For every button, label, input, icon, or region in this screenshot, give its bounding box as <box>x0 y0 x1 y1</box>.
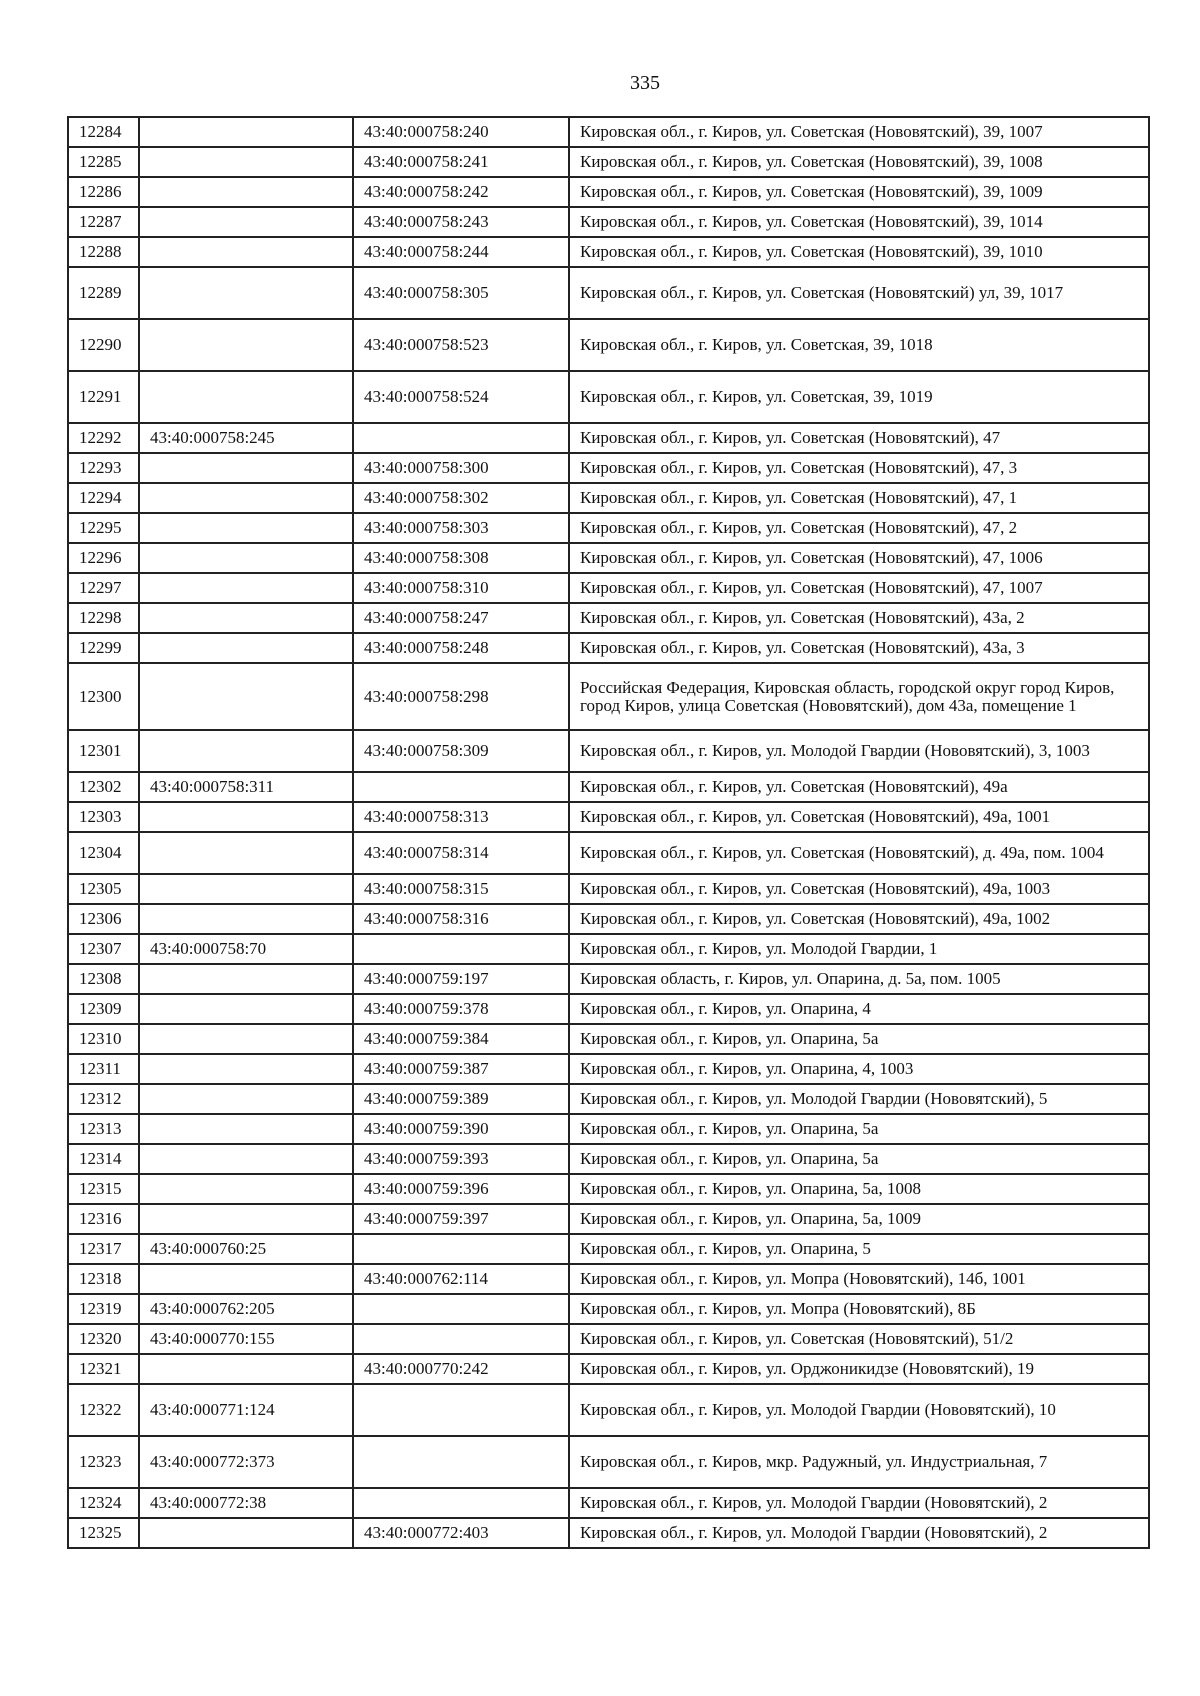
address-cell: Кировская обл., г. Киров, ул. Советская (Нововятский), 49а, 1002 <box>569 904 1149 934</box>
row-number-cell: 12296 <box>68 543 139 573</box>
object-cadastral-number-cell: 43:40:000772:403 <box>353 1518 569 1548</box>
land-cadastral-number-cell <box>139 994 353 1024</box>
object-cadastral-number-cell: 43:40:000758:315 <box>353 874 569 904</box>
land-cadastral-number-cell <box>139 319 353 371</box>
table-row <box>68 1114 1149 1144</box>
table-row <box>68 267 1149 319</box>
object-cadastral-number-cell <box>353 934 569 964</box>
row-number-cell: 12306 <box>68 904 139 934</box>
object-cadastral-number-cell <box>353 1324 569 1354</box>
row-number-cell: 12316 <box>68 1204 139 1234</box>
table-row <box>68 237 1149 267</box>
land-cadastral-number-cell <box>139 513 353 543</box>
table-row <box>68 177 1149 207</box>
address-cell: Кировская обл., г. Киров, ул. Советская (Нововятский), 43а, 3 <box>569 633 1149 663</box>
land-cadastral-number-cell <box>139 573 353 603</box>
table-row <box>68 934 1149 964</box>
land-cadastral-number-cell: 43:40:000758:70 <box>139 934 353 964</box>
row-number-cell: 12290 <box>68 319 139 371</box>
object-cadastral-number-cell <box>353 772 569 802</box>
table-row <box>68 1488 1149 1518</box>
object-cadastral-number-cell: 43:40:000758:309 <box>353 730 569 772</box>
address-cell: Кировская обл., г. Киров, ул. Советская, 39, 1018 <box>569 319 1149 371</box>
row-number-cell: 12285 <box>68 147 139 177</box>
row-number-cell: 12318 <box>68 1264 139 1294</box>
object-cadastral-number-cell: 43:40:000758:300 <box>353 453 569 483</box>
object-cadastral-number-cell: 43:40:000758:302 <box>353 483 569 513</box>
object-cadastral-number-cell <box>353 1294 569 1324</box>
land-cadastral-number-cell <box>139 832 353 874</box>
address-cell: Кировская обл., г. Киров, ул. Молодой Гвардии (Нововятский), 2 <box>569 1518 1149 1548</box>
table-row <box>68 1084 1149 1114</box>
land-cadastral-number-cell: 43:40:000760:25 <box>139 1234 353 1264</box>
table-row <box>68 832 1149 874</box>
object-cadastral-number-cell <box>353 1384 569 1436</box>
table-row <box>68 1354 1149 1384</box>
address-cell: Кировская обл., г. Киров, ул. Советская, 39, 1019 <box>569 371 1149 423</box>
row-number-cell: 12288 <box>68 237 139 267</box>
object-cadastral-number-cell: 43:40:000758:316 <box>353 904 569 934</box>
object-cadastral-number-cell: 43:40:000758:298 <box>353 663 569 730</box>
object-cadastral-number-cell: 43:40:000759:389 <box>353 1084 569 1114</box>
address-cell: Кировская обл., г. Киров, ул. Молодой Гвардии (Нововятский), 10 <box>569 1384 1149 1436</box>
row-number-cell: 12303 <box>68 802 139 832</box>
address-cell: Кировская обл., г. Киров, ул. Молодой Гвардии (Нововятский), 2 <box>569 1488 1149 1518</box>
land-cadastral-number-cell <box>139 483 353 513</box>
row-number-cell: 12317 <box>68 1234 139 1264</box>
address-cell: Кировская обл., г. Киров, ул. Советская (Нововятский), д. 49а, пом. 1004 <box>569 832 1149 874</box>
row-number-cell: 12295 <box>68 513 139 543</box>
table-row <box>68 633 1149 663</box>
land-cadastral-number-cell <box>139 267 353 319</box>
object-cadastral-number-cell: 43:40:000759:387 <box>353 1054 569 1084</box>
table-row <box>68 663 1149 730</box>
land-cadastral-number-cell <box>139 802 353 832</box>
object-cadastral-number-cell: 43:40:000758:248 <box>353 633 569 663</box>
table-row <box>68 1174 1149 1204</box>
row-number-cell: 12319 <box>68 1294 139 1324</box>
table-row <box>68 423 1149 453</box>
address-cell: Кировская область, г. Киров, ул. Опарина, д. 5а, пом. 1005 <box>569 964 1149 994</box>
table-row <box>68 371 1149 423</box>
registry-table <box>67 116 1150 1549</box>
object-cadastral-number-cell <box>353 1488 569 1518</box>
object-cadastral-number-cell: 43:40:000758:308 <box>353 543 569 573</box>
row-number-cell: 12314 <box>68 1144 139 1174</box>
table-row <box>68 147 1149 177</box>
object-cadastral-number-cell <box>353 1436 569 1488</box>
table-row <box>68 453 1149 483</box>
object-cadastral-number-cell: 43:40:000762:114 <box>353 1264 569 1294</box>
object-cadastral-number-cell: 43:40:000758:314 <box>353 832 569 874</box>
land-cadastral-number-cell <box>139 177 353 207</box>
address-cell: Кировская обл., г. Киров, ул. Советская (Нововятский), 47, 1006 <box>569 543 1149 573</box>
object-cadastral-number-cell: 43:40:000758:523 <box>353 319 569 371</box>
object-cadastral-number-cell <box>353 423 569 453</box>
table-row <box>68 1024 1149 1054</box>
row-number-cell: 12324 <box>68 1488 139 1518</box>
land-cadastral-number-cell <box>139 730 353 772</box>
row-number-cell: 12304 <box>68 832 139 874</box>
land-cadastral-number-cell: 43:40:000771:124 <box>139 1384 353 1436</box>
address-cell: Кировская обл., г. Киров, ул. Опарина, 4, 1003 <box>569 1054 1149 1084</box>
address-cell: Кировская обл., г. Киров, ул. Мопра (Нововятский), 8Б <box>569 1294 1149 1324</box>
object-cadastral-number-cell: 43:40:000758:305 <box>353 267 569 319</box>
land-cadastral-number-cell <box>139 603 353 633</box>
address-cell: Кировская обл., г. Киров, ул. Молодой Гвардии, 1 <box>569 934 1149 964</box>
table-row <box>68 513 1149 543</box>
object-cadastral-number-cell: 43:40:000758:244 <box>353 237 569 267</box>
land-cadastral-number-cell <box>139 371 353 423</box>
land-cadastral-number-cell <box>139 1204 353 1234</box>
land-cadastral-number-cell <box>139 147 353 177</box>
object-cadastral-number-cell: 43:40:000758:303 <box>353 513 569 543</box>
table-row <box>68 874 1149 904</box>
row-number-cell: 12325 <box>68 1518 139 1548</box>
address-cell: Кировская обл., г. Киров, ул. Советская (Нововятский), 49а <box>569 772 1149 802</box>
land-cadastral-number-cell <box>139 904 353 934</box>
table-row <box>68 603 1149 633</box>
land-cadastral-number-cell <box>139 1024 353 1054</box>
table-row <box>68 1518 1149 1548</box>
address-cell: Кировская обл., г. Киров, ул. Советская (Нововятский), 39, 1008 <box>569 147 1149 177</box>
row-number-cell: 12322 <box>68 1384 139 1436</box>
land-cadastral-number-cell <box>139 1518 353 1548</box>
object-cadastral-number-cell: 43:40:000759:393 <box>353 1144 569 1174</box>
address-cell: Кировская обл., г. Киров, ул. Советская (Нововятский), 47, 2 <box>569 513 1149 543</box>
row-number-cell: 12315 <box>68 1174 139 1204</box>
address-cell: Кировская обл., г. Киров, ул. Молодой Гвардии (Нововятский), 3, 1003 <box>569 730 1149 772</box>
address-cell: Кировская обл., г. Киров, ул. Советская (Нововятский), 39, 1010 <box>569 237 1149 267</box>
row-number-cell: 12298 <box>68 603 139 633</box>
row-number-cell: 12309 <box>68 994 139 1024</box>
land-cadastral-number-cell: 43:40:000772:373 <box>139 1436 353 1488</box>
object-cadastral-number-cell: 43:40:000759:397 <box>353 1204 569 1234</box>
row-number-cell: 12308 <box>68 964 139 994</box>
row-number-cell: 12289 <box>68 267 139 319</box>
object-cadastral-number-cell: 43:40:000758:242 <box>353 177 569 207</box>
row-number-cell: 12311 <box>68 1054 139 1084</box>
land-cadastral-number-cell <box>139 207 353 237</box>
table-row <box>68 964 1149 994</box>
address-cell: Кировская обл., г. Киров, ул. Советская (Нововятский), 47 <box>569 423 1149 453</box>
table-row <box>68 802 1149 832</box>
table-row <box>68 1204 1149 1234</box>
land-cadastral-number-cell: 43:40:000762:205 <box>139 1294 353 1324</box>
land-cadastral-number-cell <box>139 1114 353 1144</box>
table-row <box>68 730 1149 772</box>
land-cadastral-number-cell <box>139 1264 353 1294</box>
land-cadastral-number-cell: 43:40:000770:155 <box>139 1324 353 1354</box>
object-cadastral-number-cell: 43:40:000759:390 <box>353 1114 569 1144</box>
address-cell: Кировская обл., г. Киров, ул. Советская (Нововятский), 39, 1009 <box>569 177 1149 207</box>
object-cadastral-number-cell: 43:40:000758:241 <box>353 147 569 177</box>
row-number-cell: 12312 <box>68 1084 139 1114</box>
object-cadastral-number-cell: 43:40:000759:396 <box>353 1174 569 1204</box>
table-row <box>68 483 1149 513</box>
address-cell: Кировская обл., г. Киров, ул. Советская (Нововятский), 47, 1007 <box>569 573 1149 603</box>
address-cell: Кировская обл., г. Киров, ул. Опарина, 5а <box>569 1114 1149 1144</box>
object-cadastral-number-cell: 43:40:000759:378 <box>353 994 569 1024</box>
row-number-cell: 12320 <box>68 1324 139 1354</box>
address-cell: Кировская обл., г. Киров, ул. Орджоникидзе (Нововятский), 19 <box>569 1354 1149 1384</box>
row-number-cell: 12323 <box>68 1436 139 1488</box>
table-row <box>68 1054 1149 1084</box>
row-number-cell: 12292 <box>68 423 139 453</box>
row-number-cell: 12287 <box>68 207 139 237</box>
row-number-cell: 12284 <box>68 117 139 147</box>
address-cell: Кировская обл., г. Киров, ул. Советская (Нововятский), 51/2 <box>569 1324 1149 1354</box>
row-number-cell: 12300 <box>68 663 139 730</box>
row-number-cell: 12299 <box>68 633 139 663</box>
table-row <box>68 904 1149 934</box>
object-cadastral-number-cell: 43:40:000759:384 <box>353 1024 569 1054</box>
row-number-cell: 12291 <box>68 371 139 423</box>
land-cadastral-number-cell: 43:40:000772:38 <box>139 1488 353 1518</box>
row-number-cell: 12294 <box>68 483 139 513</box>
address-cell: Кировская обл., г. Киров, ул. Советская (Нововятский), 43а, 2 <box>569 603 1149 633</box>
object-cadastral-number-cell: 43:40:000758:247 <box>353 603 569 633</box>
land-cadastral-number-cell <box>139 1054 353 1084</box>
object-cadastral-number-cell: 43:40:000759:197 <box>353 964 569 994</box>
object-cadastral-number-cell: 43:40:000758:310 <box>353 573 569 603</box>
land-cadastral-number-cell <box>139 1144 353 1174</box>
row-number-cell: 12302 <box>68 772 139 802</box>
table-row <box>68 1264 1149 1294</box>
land-cadastral-number-cell <box>139 1084 353 1114</box>
page-number: 335 <box>630 72 660 94</box>
land-cadastral-number-cell <box>139 1354 353 1384</box>
table-row <box>68 1234 1149 1264</box>
object-cadastral-number-cell: 43:40:000758:524 <box>353 371 569 423</box>
address-cell: Кировская обл., г. Киров, ул. Опарина, 5а, 1008 <box>569 1174 1149 1204</box>
land-cadastral-number-cell <box>139 543 353 573</box>
table-row <box>68 1144 1149 1174</box>
land-cadastral-number-cell: 43:40:000758:311 <box>139 772 353 802</box>
table-row <box>68 1294 1149 1324</box>
object-cadastral-number-cell: 43:40:000758:313 <box>353 802 569 832</box>
table-row <box>68 543 1149 573</box>
land-cadastral-number-cell <box>139 453 353 483</box>
row-number-cell: 12321 <box>68 1354 139 1384</box>
object-cadastral-number-cell: 43:40:000758:240 <box>353 117 569 147</box>
address-cell: Кировская обл., г. Киров, ул. Опарина, 5а <box>569 1144 1149 1174</box>
land-cadastral-number-cell <box>139 1174 353 1204</box>
row-number-cell: 12310 <box>68 1024 139 1054</box>
object-cadastral-number-cell <box>353 1234 569 1264</box>
address-cell: Кировская обл., г. Киров, ул. Советская (Нововятский), 49а, 1001 <box>569 802 1149 832</box>
table-row <box>68 1436 1149 1488</box>
land-cadastral-number-cell: 43:40:000758:245 <box>139 423 353 453</box>
address-cell: Кировская обл., г. Киров, ул. Советская (Нововятский), 39, 1014 <box>569 207 1149 237</box>
row-number-cell: 12286 <box>68 177 139 207</box>
address-cell: Кировская обл., г. Киров, ул. Опарина, 5а <box>569 1024 1149 1054</box>
table-row <box>68 207 1149 237</box>
table-row <box>68 573 1149 603</box>
land-cadastral-number-cell <box>139 663 353 730</box>
address-cell: Кировская обл., г. Киров, ул. Советская (Нововятский) ул, 39, 1017 <box>569 267 1149 319</box>
row-number-cell: 12293 <box>68 453 139 483</box>
address-cell: Кировская обл., г. Киров, ул. Советская (Нововятский), 47, 3 <box>569 453 1149 483</box>
row-number-cell: 12297 <box>68 573 139 603</box>
table-row <box>68 994 1149 1024</box>
address-cell: Кировская обл., г. Киров, ул. Опарина, 5 <box>569 1234 1149 1264</box>
address-cell: Кировская обл., г. Киров, ул. Советская (Нововятский), 47, 1 <box>569 483 1149 513</box>
land-cadastral-number-cell <box>139 633 353 663</box>
address-cell: Кировская обл., г. Киров, ул. Советская (Нововятский), 39, 1007 <box>569 117 1149 147</box>
land-cadastral-number-cell <box>139 874 353 904</box>
address-cell: Кировская обл., г. Киров, мкр. Радужный, ул. Индустриальная, 7 <box>569 1436 1149 1488</box>
address-cell: Кировская обл., г. Киров, ул. Молодой Гвардии (Нововятский), 5 <box>569 1084 1149 1114</box>
address-cell: Кировская обл., г. Киров, ул. Советская (Нововятский), 49а, 1003 <box>569 874 1149 904</box>
land-cadastral-number-cell <box>139 964 353 994</box>
registry-table-body <box>68 117 1149 1548</box>
address-cell: Российская Федерация, Кировская область, городской округ город Киров, город Киров, улица Советская (Нововятский), дом 43а, помещение 1 <box>569 663 1149 730</box>
address-cell: Кировская обл., г. Киров, ул. Опарина, 5а, 1009 <box>569 1204 1149 1234</box>
table-row <box>68 1324 1149 1354</box>
address-cell: Кировская обл., г. Киров, ул. Опарина, 4 <box>569 994 1149 1024</box>
row-number-cell: 12313 <box>68 1114 139 1144</box>
table-row <box>68 772 1149 802</box>
table-row <box>68 319 1149 371</box>
land-cadastral-number-cell <box>139 117 353 147</box>
row-number-cell: 12301 <box>68 730 139 772</box>
table-row <box>68 1384 1149 1436</box>
object-cadastral-number-cell: 43:40:000758:243 <box>353 207 569 237</box>
land-cadastral-number-cell <box>139 237 353 267</box>
table-row <box>68 117 1149 147</box>
object-cadastral-number-cell: 43:40:000770:242 <box>353 1354 569 1384</box>
row-number-cell: 12305 <box>68 874 139 904</box>
address-cell: Кировская обл., г. Киров, ул. Мопра (Нововятский), 14б, 1001 <box>569 1264 1149 1294</box>
row-number-cell: 12307 <box>68 934 139 964</box>
